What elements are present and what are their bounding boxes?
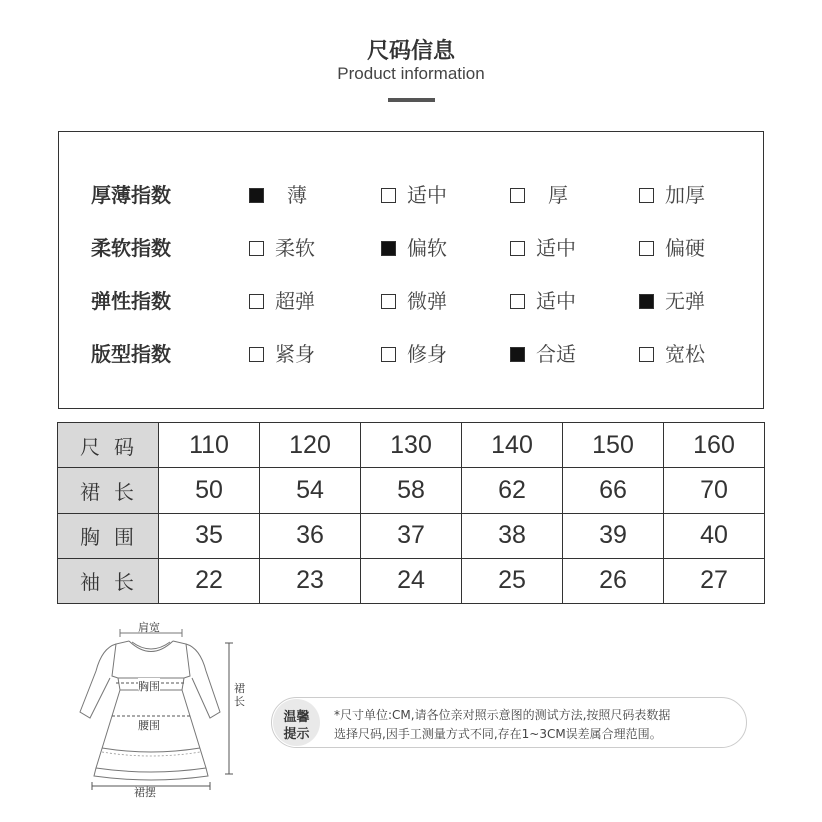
checkbox-empty-icon <box>381 188 396 203</box>
index-option-label: 柔软 <box>275 236 315 260</box>
table-cell: 120 <box>260 423 361 468</box>
table-cell: 66 <box>563 468 664 513</box>
checkbox-empty-icon <box>510 188 525 203</box>
row-header: 袖长 <box>58 558 159 603</box>
row-header: 胸围 <box>58 513 159 558</box>
waist-label: 腰围 <box>138 719 160 732</box>
table-cell: 36 <box>260 513 361 558</box>
table-cell: 50 <box>159 468 260 513</box>
table-cell: 160 <box>664 423 765 468</box>
checkbox-empty-icon <box>249 241 264 256</box>
index-option-label: 合适 <box>536 342 576 366</box>
table-cell: 140 <box>462 423 563 468</box>
chest-label: 胸围 <box>138 680 160 693</box>
checkbox-empty-icon <box>639 347 654 362</box>
table-cell: 38 <box>462 513 563 558</box>
index-label: 版型指数 <box>91 342 171 366</box>
table-cell: 39 <box>563 513 664 558</box>
row-header: 裙长 <box>58 468 159 513</box>
checkbox-empty-icon <box>381 294 396 309</box>
index-row <box>59 339 763 369</box>
index-option-label: 厚 <box>548 183 568 207</box>
checkbox-filled-icon <box>639 294 654 309</box>
tip-box <box>271 697 747 748</box>
index-option-label: 超弹 <box>275 289 315 313</box>
table-cell: 25 <box>462 558 563 603</box>
index-option-label: 适中 <box>407 183 447 207</box>
index-option-label: 偏硬 <box>665 236 705 260</box>
tip-line1: *尺寸单位:CM,请各位亲对照示意图的测试方法,按照尺码表数据 <box>334 708 671 722</box>
index-option-label: 修身 <box>407 342 447 366</box>
table-cell: 40 <box>664 513 765 558</box>
table-row <box>58 468 765 513</box>
index-row <box>59 233 763 263</box>
table-cell: 130 <box>361 423 462 468</box>
table-cell: 54 <box>260 468 361 513</box>
page-title: 尺码信息 <box>366 39 455 64</box>
checkbox-empty-icon <box>249 347 264 362</box>
table-cell: 150 <box>563 423 664 468</box>
checkbox-filled-icon <box>381 241 396 256</box>
index-option-label: 适中 <box>536 236 576 260</box>
table-cell: 27 <box>664 558 765 603</box>
checkbox-empty-icon <box>639 188 654 203</box>
index-label: 弹性指数 <box>91 289 171 313</box>
checkbox-empty-icon <box>249 294 264 309</box>
checkbox-empty-icon <box>639 241 654 256</box>
dress-outline-icon <box>72 616 262 806</box>
table-cell: 24 <box>361 558 462 603</box>
table-cell: 35 <box>159 513 260 558</box>
index-panel <box>58 131 764 409</box>
checkbox-empty-icon <box>510 294 525 309</box>
title-underline <box>388 98 435 102</box>
table-row <box>58 513 765 558</box>
table-cell: 22 <box>159 558 260 603</box>
size-table <box>57 422 765 604</box>
index-option-label: 适中 <box>536 289 576 313</box>
table-row <box>58 423 765 468</box>
tip-badge-line2: 提示 <box>283 727 310 742</box>
checkbox-filled-icon <box>249 188 264 203</box>
tip-badge <box>273 699 320 746</box>
checkbox-empty-icon <box>510 241 525 256</box>
length-label: 裙长 <box>234 682 245 708</box>
table-cell: 70 <box>664 468 765 513</box>
index-option-label: 薄 <box>287 183 307 207</box>
index-option-label: 无弹 <box>665 289 705 313</box>
checkbox-filled-icon <box>510 347 525 362</box>
index-row <box>59 286 763 316</box>
index-option-label: 加厚 <box>665 183 705 207</box>
table-cell: 26 <box>563 558 664 603</box>
table-cell: 58 <box>361 468 462 513</box>
hem-label: 裙摆 <box>134 786 156 799</box>
index-option-label: 偏软 <box>407 236 447 260</box>
table-cell: 110 <box>159 423 260 468</box>
table-row <box>58 558 765 603</box>
measurement-diagram <box>72 616 262 806</box>
table-cell: 23 <box>260 558 361 603</box>
page-subtitle: Product information <box>337 64 485 83</box>
index-option-label: 宽松 <box>665 342 705 366</box>
index-option-label: 微弹 <box>407 289 447 313</box>
index-option-label: 紧身 <box>275 342 315 366</box>
tip-line2: 选择尺码,因手工测量方式不同,存在1~3CM误差属合理范围。 <box>334 727 662 741</box>
index-row <box>59 180 763 210</box>
table-cell: 62 <box>462 468 563 513</box>
checkbox-empty-icon <box>381 347 396 362</box>
index-label: 厚薄指数 <box>91 183 171 207</box>
shoulder-label: 肩宽 <box>138 621 160 634</box>
row-header: 尺码 <box>58 423 159 468</box>
index-label: 柔软指数 <box>91 236 171 260</box>
tip-badge-line1: 温馨 <box>283 710 310 725</box>
table-cell: 37 <box>361 513 462 558</box>
